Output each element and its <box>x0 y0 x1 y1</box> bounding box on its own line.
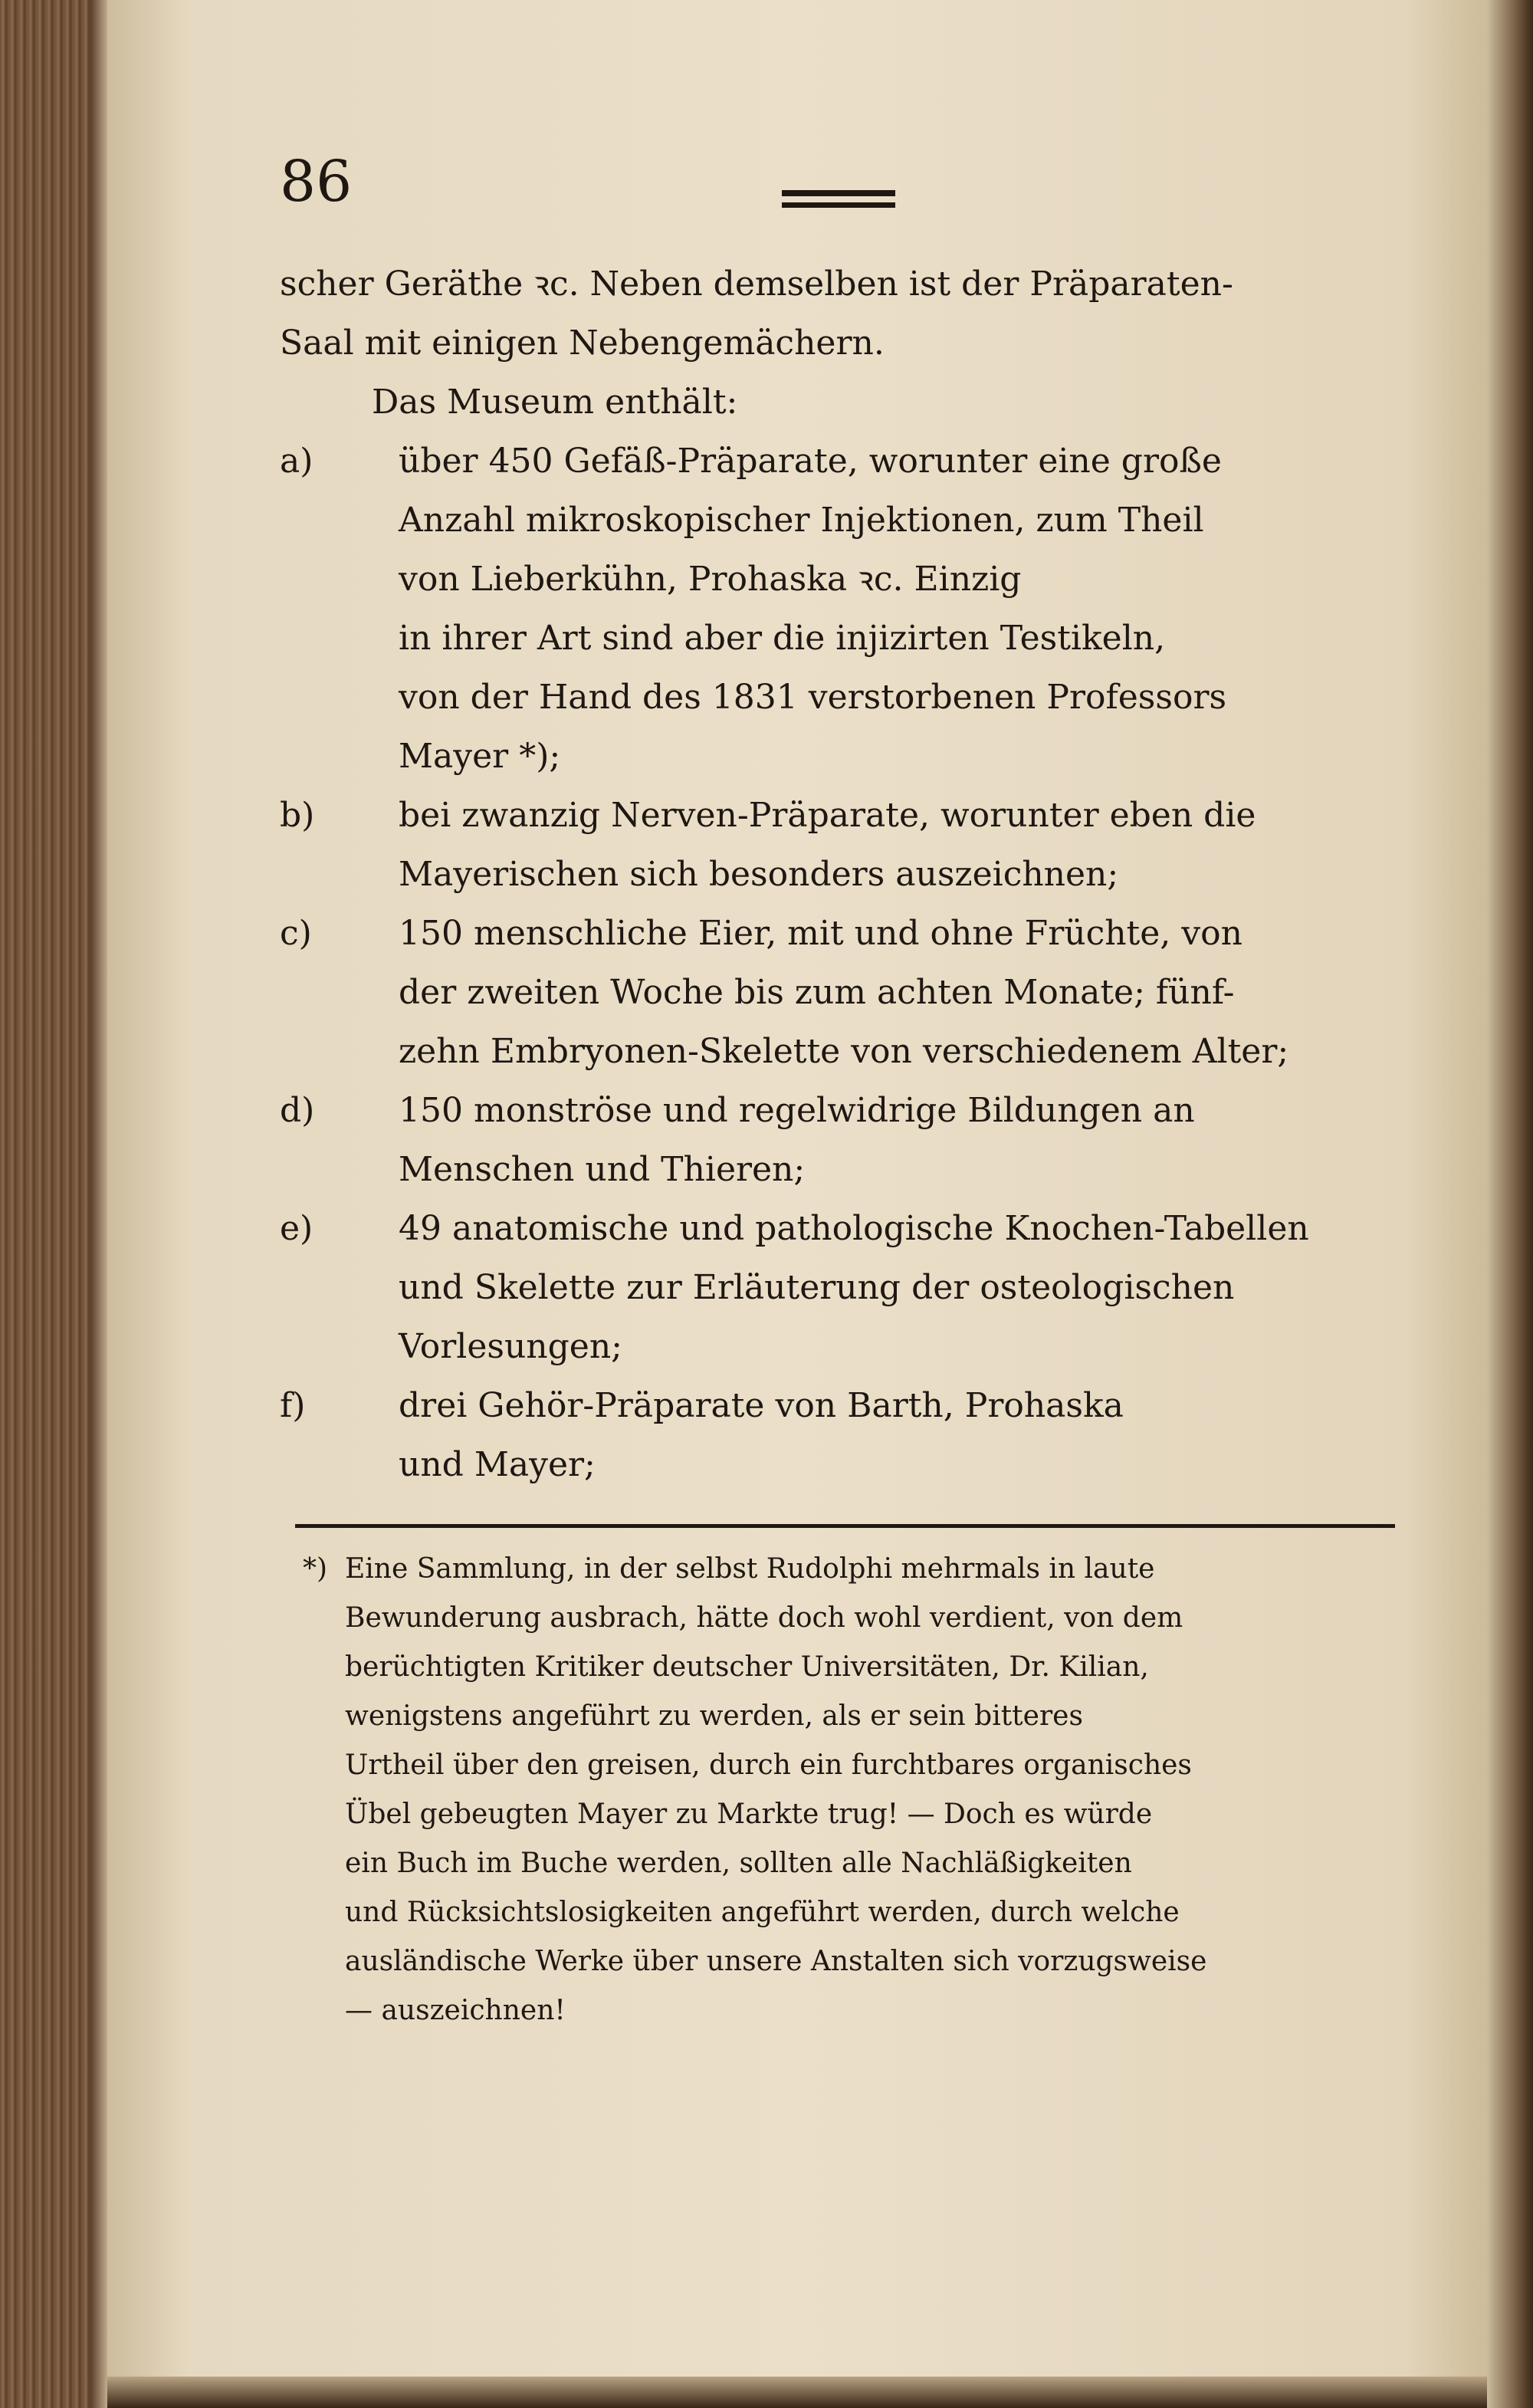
text-line: und Mayer; <box>399 1445 596 1484</box>
text-line: und Skelette zur Erläuterung der osteologischen <box>399 1268 1235 1307</box>
main-text <box>280 255 1395 1494</box>
list-item-a: a) über 450 Gefäß-Präparate, worunter eine große <box>280 432 1395 491</box>
page-right-edge <box>1487 0 1533 2408</box>
footnote-line: — auszeichnen! <box>345 1995 566 2026</box>
page-number: 86 <box>280 149 353 215</box>
list-item-e: e) 49 anatomische und pathologische Knochen-Tabellen <box>280 1199 1395 1258</box>
page-bottom-edge <box>107 2377 1487 2408</box>
footnote-line: *) Eine Sammlung, in der selbst Rudolphi mehrmals in laute <box>280 1545 1395 1594</box>
text-line: Das Museum enthält: <box>372 383 738 422</box>
list-item-d: d) 150 monströse und regelwidrige Bildungen an <box>280 1081 1395 1140</box>
header-rule <box>782 190 895 196</box>
text-line: scher Geräthe ꝛc. Neben demselben ist der Präparaten- <box>280 264 1233 304</box>
text-line: zehn Embryonen-Skelette von verschiedenem Alter; <box>399 1032 1289 1071</box>
footnote-line: und Rücksichtslosigkeiten angeführt werden, durch welche <box>345 1897 1180 1928</box>
footnote-line: berüchtigten Kritiker deutscher Universitäten, Dr. Kilian, <box>345 1651 1149 1683</box>
text-line: Saal mit einigen Nebengemächern. <box>280 324 885 363</box>
text-line: Mayer *); <box>399 737 561 776</box>
footnote-line: wenigstens angeführt zu werden, als er sein bitteres <box>345 1700 1083 1732</box>
text-line: von der Hand des 1831 verstorbenen Professors <box>399 678 1227 717</box>
page-content <box>176 0 1395 2377</box>
text-line: der zweiten Woche bis zum achten Monate; fünf- <box>399 973 1235 1012</box>
footnote-line: Bewunderung ausbrach, hätte doch wohl verdient, von dem <box>345 1602 1183 1634</box>
item-letter: d) <box>280 1091 315 1130</box>
footnote-line: ausländische Werke über unsere Anstalten sich vorzugsweise <box>345 1946 1207 1977</box>
item-letter: f) <box>280 1386 306 1425</box>
gutter-shadow <box>90 0 109 2408</box>
text-line: von Lieberkühn, Prohaska ꝛc. Einzig <box>399 560 1022 599</box>
text-line: Mayerischen sich besonders auszeichnen; <box>399 855 1119 894</box>
item-letter: a) <box>280 442 313 481</box>
item-letter: b) <box>280 796 315 835</box>
text-line: Vorlesungen; <box>399 1327 622 1366</box>
item-letter: e) <box>280 1209 313 1248</box>
footnote-mark: *) <box>303 1553 328 1585</box>
item-letter: c) <box>280 914 312 953</box>
footnote <box>280 1545 1395 2035</box>
footnote-rule <box>295 1524 1395 1528</box>
text-line: Anzahl mikroskopischer Injektionen, zum Theil <box>399 501 1204 540</box>
list-item-c: c) 150 menschliche Eier, mit und ohne Früchte, von <box>280 904 1395 963</box>
header-rule-second <box>782 202 895 208</box>
footnote-line: Urtheil über den greisen, durch ein furchtbares organisches <box>345 1749 1192 1781</box>
list-item-f: f) drei Gehör-Präparate von Barth, Prohaska <box>280 1376 1395 1435</box>
footnote-line: ein Buch im Buche werden, sollten alle Nachläßigkeiten <box>345 1848 1132 1879</box>
text-line: Menschen und Thieren; <box>399 1150 806 1189</box>
list-item-b: b) bei zwanzig Nerven-Präparate, worunter eben die <box>280 786 1395 845</box>
footnote-line: Übel gebeugten Mayer zu Markte trug! — Doch es würde <box>345 1799 1153 1830</box>
text-line: in ihrer Art sind aber die injizirten Testikeln, <box>399 619 1166 658</box>
